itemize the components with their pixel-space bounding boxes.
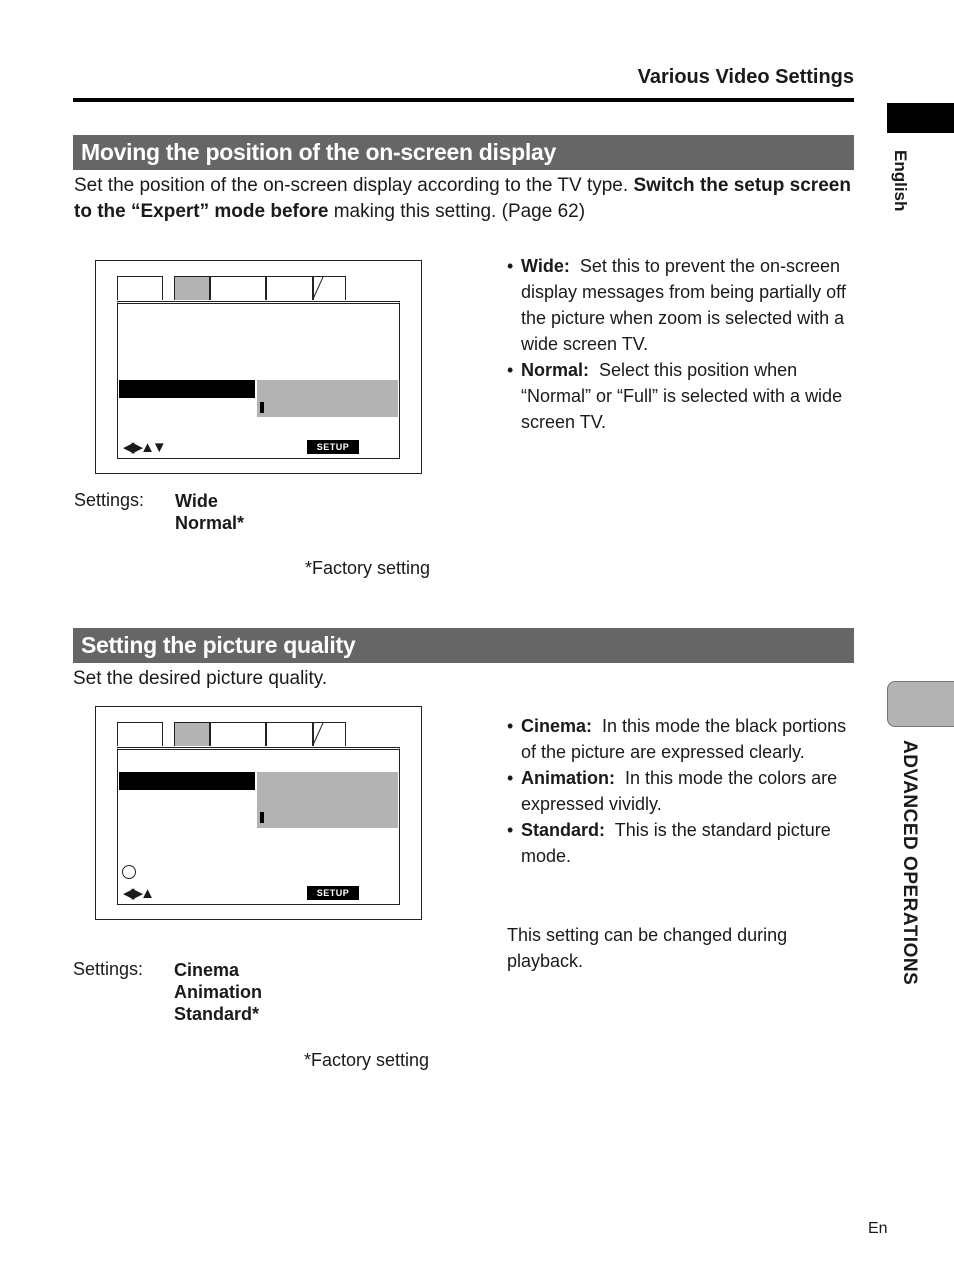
screen-tab bbox=[117, 722, 163, 746]
screen-tab-active bbox=[174, 276, 210, 300]
settings-value: Standard* bbox=[174, 1004, 260, 1024]
screen-tab bbox=[266, 722, 313, 746]
option-box bbox=[257, 380, 398, 417]
settings-value: Cinema bbox=[174, 960, 240, 980]
option-cursor bbox=[260, 402, 264, 413]
option-cursor bbox=[260, 812, 264, 823]
setup-badge: SETUP bbox=[307, 886, 359, 900]
section1-bullets bbox=[507, 253, 857, 435]
section2-bullets bbox=[507, 713, 857, 869]
settings-values bbox=[174, 959, 262, 1025]
bullet-item: • Cinema: In this mode the black portions of the picture are expressed clearly. bbox=[507, 713, 857, 765]
screen-tab bbox=[313, 722, 346, 746]
selected-menu-row bbox=[119, 772, 255, 790]
section1-intro: Set the position of the on-screen display according to the TV type. Switch the setup screen to the “Expert” mode before making this setting. (Page 62) bbox=[74, 175, 851, 222]
side-tab-chapter-marker bbox=[887, 681, 954, 727]
screen-tab bbox=[266, 276, 313, 300]
screen-tab bbox=[117, 276, 163, 300]
screen-tab bbox=[210, 722, 266, 746]
settings-label: Settings: bbox=[74, 490, 145, 510]
side-tab-chapter: ADVANCED OPERATIONS bbox=[899, 740, 920, 986]
factory-setting-note: *Factory setting bbox=[304, 1050, 430, 1070]
screen-tab-active bbox=[174, 722, 210, 746]
section2-intro: Set the desired picture quality. bbox=[73, 668, 328, 689]
osd-position-screen-illustration bbox=[95, 260, 422, 474]
bullet-item: • Animation: In this mode the colors are expressed vividly. bbox=[507, 765, 857, 817]
side-tab-marker bbox=[887, 103, 954, 133]
bullet-item: • Wide: Set this to prevent the on-screen display messages from being partially off the picture when zoom is selected with a wide screen TV. bbox=[507, 253, 857, 357]
setup-badge: SETUP bbox=[307, 440, 359, 454]
tab-corner-icon bbox=[313, 723, 346, 747]
option-box bbox=[257, 772, 398, 828]
bullet-item: • Standard: This is the standard picture mode. bbox=[507, 817, 857, 869]
bullet-item: • Normal: Select this position when “Normal” or “Full” is selected with a wide screen TV. bbox=[507, 357, 857, 435]
settings-values bbox=[175, 490, 244, 534]
tab-corner-icon bbox=[313, 277, 346, 301]
nav-arrows-icon: ◀▶▲▼ bbox=[123, 439, 164, 456]
selected-menu-row bbox=[119, 380, 255, 398]
settings-value: Wide bbox=[175, 491, 218, 511]
nav-arrows-icon: ◀▶▲ bbox=[123, 885, 152, 902]
screen-panel bbox=[117, 301, 400, 459]
running-title: Various Video Settings bbox=[637, 66, 854, 88]
circle-icon bbox=[121, 864, 137, 880]
section2-note: This setting can be changed during playback. bbox=[507, 925, 788, 971]
picture-quality-screen-illustration bbox=[95, 706, 422, 920]
screen-tab bbox=[313, 276, 346, 300]
page-language-marker: En bbox=[868, 1220, 888, 1237]
settings-value: Normal* bbox=[175, 513, 245, 533]
section2-title: Setting the picture quality bbox=[73, 628, 854, 663]
settings-value: Animation bbox=[174, 982, 262, 1002]
header-rule bbox=[73, 98, 854, 102]
factory-setting-note: *Factory setting bbox=[305, 558, 431, 578]
screen-tab bbox=[210, 276, 266, 300]
screen-panel bbox=[117, 747, 400, 905]
section1-title: Moving the position of the on-screen display bbox=[73, 135, 854, 170]
side-tab-language: English bbox=[891, 150, 910, 212]
settings-label: Settings: bbox=[73, 959, 144, 979]
